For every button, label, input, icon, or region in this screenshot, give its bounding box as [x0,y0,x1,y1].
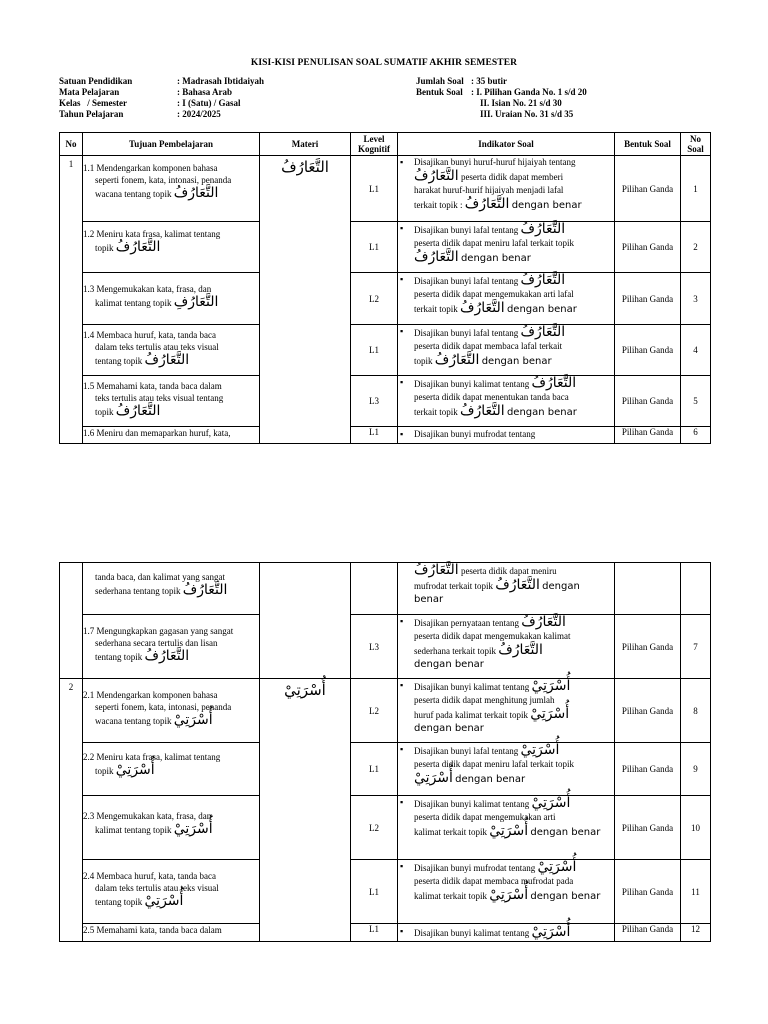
ind-text: kalimat terkait topik [414,891,487,901]
ind-text: peserta didik dapat meniru lafal terkait topik [414,238,574,248]
tp-text: dalam teks tertulis atau teks visual [95,883,219,893]
bullet-icon: ▪ [400,861,404,871]
header-bentuk: Bentuk Soal [615,133,681,156]
level-cell: L2 [351,796,398,860]
tp-text: 2.3 Mengemukakan kata, frasa, dan [83,811,212,821]
bullet-icon: ▪ [400,157,404,167]
table-row [60,679,711,743]
ind-text: kalimat terkait topik [414,827,487,837]
table-row [60,924,711,942]
ind-text: terkait topik [414,304,458,314]
arabic-topic: التَّعَارُفُ [144,648,190,664]
arabic-topic: أُسْرَتِيْ [530,706,570,722]
header-materi: Materi [260,133,351,156]
ind-text: peserta didik dapat membaca lafal terkait [414,341,563,351]
ind-text: Disajikan bunyi kalimat tentang [414,928,530,938]
meta-value-kelas: : I (Satu) / Gasal [177,98,241,108]
ind-text: terkait topik [414,407,458,417]
arabic-topic: التَّعَارُفُ [182,582,228,598]
table-row [60,743,711,796]
arabic-topic: أُسْرَتِيْ [537,859,577,875]
no-soal-cell: 9 [681,743,711,796]
ind-text: Disajikan bunyi lafal tentang [414,328,519,338]
level-cell: L3 [351,376,398,427]
ind-text: dengan benar [414,723,484,734]
meta-label-mapel: Mata Pelajaran [59,87,120,97]
arabic-topic: التَّعَارُفُ [460,300,505,316]
no-soal-cell: 3 [681,273,711,325]
materi-cell: أُسْرَتِيْ [260,679,351,942]
tp-text: 1.5 Memahami kata, tanda baca dalam [83,381,222,391]
bullet-icon: ▪ [400,797,404,807]
level-cell: L1 [351,222,398,273]
tp-text: 1.4 Membaca huruf, kata, tanda baca [83,330,216,340]
arabic-topic: التَّعَارُفُ [498,642,543,658]
bentuk-cell: Pilihan Ganda [615,156,681,222]
tp-text: topik [95,766,114,776]
table-row [60,427,711,444]
tp-text: tentang topik [95,652,143,662]
bullet-icon: ▪ [400,326,404,336]
level-cell: L2 [351,273,398,325]
bentuk-cell: Pilihan Ganda [615,796,681,860]
arabic-topic: التَّعَارُفِ [173,294,219,310]
meta-value-tahun: : 2024/2025 [177,109,221,119]
no-soal-cell: 12 [681,924,711,942]
group-number: 1 [60,156,83,444]
bullet-icon: ▪ [400,680,404,690]
arabic-topic: التَّعَارُفُ [173,185,219,201]
no-soal-cell: 8 [681,679,711,743]
tp-text: 2.5 Memahami kata, tanda baca dalam [83,925,222,935]
bullet-icon: ▪ [400,616,404,626]
no-soal-cell: 5 [681,376,711,427]
kisi-table-page2 [59,562,711,942]
kisi-table-page1 [59,132,711,444]
header-no-soal: No Soal [681,133,711,156]
tp-text: wacana tentang topik [95,189,172,199]
level-cell: L1 [351,156,398,222]
ind-text: Disajikan pernyataan tentang [414,618,519,628]
tp-text: 1.1 Mendengarkan komponen bahasa [83,163,218,173]
no-soal-cell: 10 [681,796,711,860]
table-row [60,376,711,427]
arabic-topic: التَّعَارُفُ [521,614,566,630]
ind-text: peserta didik dapat menghitung jumlah [414,695,555,705]
ind-text: dengan benar [414,581,580,605]
ind-text: dengan benar [460,253,531,264]
arabic-topic: أُسْرَتِيْ [489,823,529,839]
bentuk-cell: Pilihan Ganda [615,427,681,444]
header-indikator: Indikator Soal [398,133,615,156]
meta-label-satuan: Satuan Pendidikan [59,76,133,86]
tp-text: sederhana tentang topik [95,586,181,596]
arabic-topic: التَّعَارُفُ [464,196,510,212]
tp-text: 1.7 Mengungkapkan gagasan yang sangat [83,626,234,636]
tp-text: topik [95,407,114,417]
arabic-topic: أُسْرَتِيْ [531,795,571,811]
ind-text: dengan benar [414,659,484,670]
no-soal-cell: 11 [681,860,711,924]
arabic-topic: التَّعَارُفُ [520,221,566,237]
ind-text: dengan benar [530,891,601,902]
arabic-topic: أُسْرَتِيْ [173,821,213,837]
bentuk-cell: Pilihan Ganda [615,222,681,273]
meta-label-bentuk: Bentuk Soal [416,87,463,97]
tp-text: 1.3 Mengemukakan kata, frasa, dan [83,284,212,294]
bullet-icon: ▪ [400,744,404,754]
no-soal-cell: 1 [681,156,711,222]
meta-value-bentuk-1: : I. Pilihan Ganda No. 1 s/d 20 [471,87,587,97]
arabic-topic: أُسْرَتِيْ [489,887,529,903]
tp-text: kalimat tentang topik [95,825,172,835]
ind-text: peserta didik dapat memberi [460,172,564,182]
arabic-topic: أُسْرَتِيْ [531,678,571,694]
ind-text: dengan benar [506,304,577,315]
meta-value-mapel: : Bahasa Arab [177,87,233,97]
bentuk-cell: Pilihan Ganda [615,615,681,679]
ind-text: Disajikan bunyi mufrodat tentang [414,863,536,873]
ind-text: huruf pada kalimat terkait topik [414,710,528,720]
level-cell: L1 [351,427,398,444]
arabic-topic: أُسْرَتِيْ [520,742,560,758]
ind-text: Disajikan bunyi lafal tentang [414,276,519,286]
no-soal-cell: 4 [681,325,711,376]
ind-text: peserta didik dapat meniru [460,566,557,576]
tp-text: seperti fonem, kata, intonasi, penanda [95,702,232,712]
document-title: KISI-KISI PENULISAN SOAL SUMATIF AKHIR SEMESTER [250,58,518,68]
meta-right [416,76,587,120]
tp-text: teks tertulis atau teks visual tentang [95,393,224,403]
bentuk-cell: Pilihan Ganda [615,325,681,376]
bentuk-cell: Pilihan Ganda [615,743,681,796]
ind-text: dengan benar [511,200,582,211]
header-no: No [60,133,83,156]
ind-text: Disajikan bunyi lafal tentang [414,746,519,756]
bullet-icon: ▪ [400,274,404,284]
tp-text: tentang topik [95,356,143,366]
arabic-topic: التَّعَارُفُ [115,239,161,255]
table-row [60,615,711,679]
bullet-icon: ▪ [400,926,404,936]
no-soal-cell: 6 [681,427,711,444]
meta-label-kelas: Kelas / Semester [59,98,127,108]
ind-text: topik [414,356,433,366]
tp-text: dalam teks tertulis atau teks visual [95,342,219,352]
tp-text: topik [95,243,114,253]
tp-text: kalimat tentang topik [95,298,172,308]
ind-text: peserta didik dapat mengemukakan arti [414,812,556,822]
table-row [60,273,711,325]
header-level: Level Kognitif [351,133,398,156]
bullet-icon: ▪ [400,377,404,387]
ind-text: peserta didik dapat menentukan tanda baca [414,392,569,402]
bentuk-cell: Pilihan Ganda [615,376,681,427]
arabic-topic: التَّعَارُفُ [531,375,577,391]
ind-text: dengan benar [481,356,552,367]
tp-text: 1.2 Meniru kata frasa, kalimat tentang [83,229,221,239]
tp-text: seperti fonem, kata, intonasi, penanda [95,175,232,185]
ind-text: dengan benar [530,827,601,838]
arabic-topic: التَّعَارُفُ [520,272,566,288]
arabic-topic: التَّعَارُفُ [144,352,190,368]
tp-text: 2.2 Meniru kata frasa, kalimat tentang [83,752,221,762]
table-row [60,860,711,924]
bentuk-cell: Pilihan Ganda [615,679,681,743]
arabic-topic: التَّعَارُفُ [115,403,161,419]
meta-left [59,76,264,120]
arabic-topic: التَّعَارُفُ [495,577,540,593]
ind-text: peserta didik dapat meniru lafal terkait topik [414,759,574,769]
level-cell: L2 [351,679,398,743]
materi-cell: التَّعَارُفُ [260,156,351,444]
ind-text: Disajikan bunyi kalimat tentang [414,799,530,809]
meta-value-bentuk-2: II. Isian No. 21 s/d 30 [480,98,562,108]
table-row-continued [60,563,711,615]
ind-text: Disajikan bunyi kalimat tentang [414,379,530,389]
tp-text: tentang topik [95,897,143,907]
bentuk-cell: Pilihan Ganda [615,924,681,942]
no-soal-cell: 2 [681,222,711,273]
bullet-icon: ▪ [400,429,404,439]
ind-text: peserta didik dapat membaca mufrodat pada [414,876,574,886]
arabic-topic: التَّعَارُفُ [414,249,459,265]
ind-text: terkait topik : [414,200,463,210]
ind-text: sederhana terkait topik [414,646,496,656]
arabic-topic: أُسْرَتِيْ [115,762,155,778]
header-tujuan: Tujuan Pembelajaran [83,133,260,156]
meta-label-jumlah: Jumlah Soal [416,76,464,86]
table-row [60,222,711,273]
ind-text: harakat huruf-hurif hijaiyah menjadi lafal [414,185,564,195]
table-row [60,796,711,860]
ind-text: Disajikan bunyi kalimat tentang [414,682,530,692]
arabic-topic: التَّعَارُفُ [460,403,505,419]
arabic-topic: أُسْرَتِيْ [531,924,571,940]
meta-label-tahun: Tahun Pelajaran [59,109,124,119]
arabic-topic: التَّعَارُفُ [414,562,459,578]
table-header-row [60,133,711,156]
level-cell: L3 [351,615,398,679]
arabic-topic: أُسْرَتِيْ [173,712,213,728]
ind-text: mufrodat terkait topik [414,581,493,591]
tp-text: tanda baca, dan kalimat yang sangat [95,572,225,582]
group-number: 2 [60,679,83,942]
meta-value-bentuk-3: III. Uraian No. 31 s/d 35 [480,109,574,119]
ind-text: Disajikan bunyi mufrodat tentang [414,429,536,439]
bullet-icon: ▪ [400,223,404,233]
ind-text: dengan benar [506,407,577,418]
table-row [60,325,711,376]
bentuk-cell: Pilihan Ganda [615,273,681,325]
meta-value-satuan: : Madrasah Ibtidaiyah [177,76,265,86]
tp-text: wacana tentang topik [95,716,172,726]
ind-text: peserta didik dapat mengemukakan arti lafal [414,289,574,299]
arabic-topic: التَّعَارُفُ [520,324,566,340]
meta-value-jumlah: : 35 butir [471,76,507,86]
level-cell: L1 [351,325,398,376]
arabic-topic: أُسْرَتِيْ [414,770,453,786]
table-row [60,156,711,222]
tp-text: 2.1 Mendengarkan komponen bahasa [83,690,218,700]
bentuk-cell: Pilihan Ganda [615,860,681,924]
ind-text: Disajikan bunyi lafal tentang [414,225,519,235]
ind-text: Disajikan bunyi huruf-huruf hijaiyah tentang [414,157,576,167]
ind-text: peserta didik dapat mengemukakan kalimat [414,631,571,641]
level-cell: L1 [351,860,398,924]
arabic-topic: التَّعَارُفُ [434,352,480,368]
arabic-topic: أُسْرَتِيْ [144,893,184,909]
level-cell: L1 [351,924,398,942]
tp-text: 2.4 Membaca huruf, kata, tanda baca [83,871,216,881]
arabic-topic: التَّعَارُفُ [414,168,459,184]
ind-text: dengan benar [455,774,526,785]
tp-text: 1.6 Meniru dan memaparkan huruf, kata, [83,428,231,438]
level-cell: L1 [351,743,398,796]
tp-text: sederhana secara tertulis dan lisan [95,638,218,648]
no-soal-cell: 7 [681,615,711,679]
